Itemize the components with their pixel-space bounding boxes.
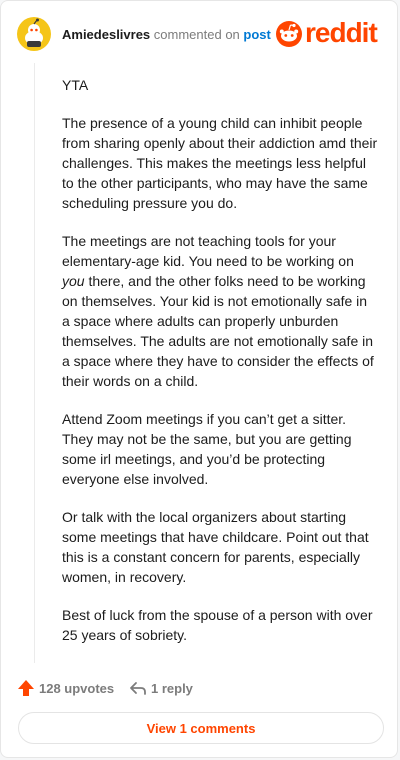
comment-paragraph: Or talk with the local organizers about starting some meetings that have childcare. Point out that this is a constant concern for parents, especially women, in recovery.: [62, 509, 369, 585]
comment-text: The meetings are not teaching tools for your elementary-age kid. You need to be working on: [62, 233, 354, 269]
comment-paragraph: [62, 231, 378, 391]
reddit-wordmark: reddit: [305, 17, 377, 48]
thread-line: [34, 63, 35, 663]
reply-button[interactable]: [129, 677, 193, 699]
comment-paragraph: The presence of a young child can inhibit people from sharing openly about their addiction amd their challenges. This makes the meetings less helpful to the other participants, who may have the same scheduling pressure you do.: [62, 115, 378, 211]
comment-paragraph: Attend Zoom meetings if you can’t get a sitter. They may not be the same, but you are getting some irl meetings, and you’d be protecting everyone else involved.: [62, 411, 352, 487]
view-comments-button[interactable]: View 1 comments: [18, 712, 384, 744]
reddit-logo[interactable]: [275, 19, 381, 49]
upvote-button[interactable]: [17, 677, 114, 699]
reply-arrow-icon: [129, 679, 147, 697]
comment-actions: [17, 677, 381, 699]
username-link[interactable]: Amiedeslivres: [62, 27, 151, 42]
upvote-arrow-icon: [17, 679, 35, 697]
comment-text: there, and the other folks need to be working on themselves. Your kid is not emotionally safe in a space where adults can properly unburden themselves. The adults are not emotionally safe in a space where they have to consider the effects of their words on a child.: [62, 273, 374, 389]
comment-paragraph: YTA: [62, 77, 89, 93]
post-link[interactable]: post: [243, 27, 271, 42]
upvote-count: 128 upvotes: [39, 680, 115, 696]
comment-byline: [62, 26, 271, 44]
comment-emphasis: you: [62, 273, 85, 289]
comment-paragraph: Best of luck from the spouse of a person with over 25 years of sobriety.: [62, 607, 373, 643]
reply-count: 1 reply: [151, 680, 193, 696]
avatar-icon[interactable]: [17, 17, 51, 51]
byline-action: commented on: [153, 27, 240, 42]
comment-body: [62, 75, 378, 663]
comment-header: [17, 17, 381, 53]
